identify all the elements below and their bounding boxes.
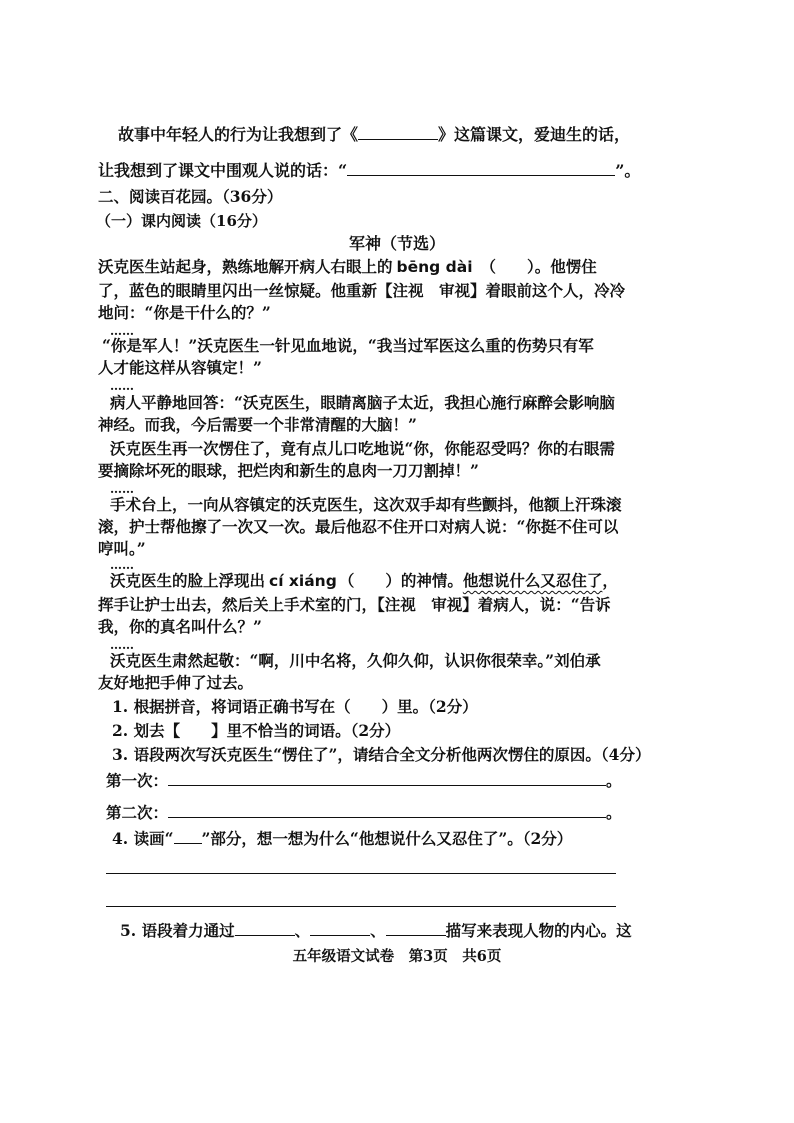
page-footer: 五年级语文试卷 第3页 共6页: [292, 948, 502, 965]
answer-blank[interactable]: [347, 161, 615, 176]
ellipsis: ……: [110, 482, 134, 496]
question-5: [120, 920, 632, 942]
second-answer-row: [106, 802, 622, 824]
passage-line: 病人平静地回答：“沃克医生，眼睛离脑子太近，我担心施行麻醉会影响脑: [110, 393, 615, 412]
intro-line-1: [118, 124, 630, 146]
question-2: 2. 划去【 】里不恰当的词语。（2分）: [112, 721, 401, 740]
separator: 、: [370, 921, 386, 940]
passage-line: 我，你的真名叫什么？”: [98, 617, 262, 636]
passage-text: （ ）的神情。: [338, 571, 463, 590]
passage-line: 了，蓝色的眼睛里闪出一丝惊疑。他重新【注视 审视】着眼前这个人，冷冷: [98, 281, 626, 300]
ellipsis: ……: [110, 638, 134, 652]
question-text: ”部分，想一想为什么“他想说什么又忍住了”。（2分）: [201, 829, 573, 848]
passage-line: 沃克医生再一次愣住了，竟有点儿口吃地说“你，你能忍受吗？你的右眼需: [110, 439, 615, 458]
passage-line: 要摘除坏死的眼球，把烂肉和新生的息肉一刀刀割掉！”: [98, 461, 479, 480]
passage-line: 地问：“你是干什么的？”: [98, 303, 271, 322]
question-text: 4. 读画“: [112, 829, 174, 848]
wavy-underlined-sentence: 他想说什么又忍住了: [462, 571, 603, 590]
question-4: [112, 828, 572, 850]
period-mark: 。: [606, 803, 622, 822]
intro-text: ”。: [615, 161, 641, 180]
first-answer-line[interactable]: [168, 771, 606, 786]
period-mark: 。: [606, 771, 622, 790]
subsection-title: （一）课内阅读（16分）: [96, 212, 267, 230]
pinyin: cí xiáng: [269, 572, 337, 590]
answer-label: 第一次：: [106, 771, 169, 790]
question-3: 3. 语段两次写沃克医生“愣住了”，请结合全文分析他两次愣住的原因。（4分）: [112, 745, 651, 764]
intro-text: 》这篇课文，爱迪生的话，: [438, 125, 631, 144]
passage-line: 沃克医生肃然起敬：“啊，川中名将，久仰久仰，认识你很荣幸。”刘伯承: [110, 651, 601, 670]
passage-line: 滚，护士帮他擦了一次又一次。最后他忍不住开口对病人说：“你挺不住可以: [98, 517, 619, 536]
answer-blank[interactable]: [358, 125, 438, 140]
passage-line: [98, 256, 597, 278]
answer-label: 第二次：: [106, 803, 169, 822]
intro-line-2: [98, 160, 640, 182]
separator: 、: [294, 921, 311, 940]
first-answer-row: [106, 770, 622, 792]
passage-text: （ ）。他愣住: [480, 257, 597, 276]
question-text: 5. 语段着力通过: [120, 921, 235, 940]
passage-line: “你是军人！”沃克医生一针见血地说，“我当过军医这么重的伤势只有军: [102, 336, 594, 355]
q4-answer-line-2[interactable]: [106, 906, 616, 907]
passage-line: 挥手让护士出去，然后关上手术室的门，【注视 审视】着病人，说：“告诉: [98, 595, 611, 614]
passage-line: 友好地把手伸了过去。: [98, 673, 254, 692]
passage-title: 军神（节选）: [348, 234, 445, 253]
passage-line: 手术台上，一向从容镇定的沃克医生，这次双手却有些颤抖，他额上汗珠滚: [110, 495, 622, 514]
passage-line: 人才能这样从容镇定！”: [98, 358, 262, 377]
passage-text: ，: [602, 571, 618, 590]
ellipsis: ……: [110, 558, 134, 572]
underline-sample: [174, 829, 202, 844]
answer-blank[interactable]: [310, 921, 370, 936]
question-text: 描写来表现人物的内心。这: [445, 921, 632, 940]
answer-blank[interactable]: [235, 921, 295, 936]
answer-blank[interactable]: [386, 921, 446, 936]
question-1: 1. 根据拼音，将词语正确书写在（ ）里。（2分）: [112, 697, 478, 716]
q4-answer-line-1[interactable]: [106, 873, 616, 874]
intro-text: 故事中年轻人的行为让我想到了《: [118, 125, 359, 144]
second-answer-line[interactable]: [168, 803, 606, 818]
passage-line: 哼叫。”: [98, 539, 146, 558]
passage-text: 沃克医生的脸上浮现出: [110, 571, 266, 590]
ellipsis: ……: [110, 324, 134, 338]
pinyin: bēng dài: [396, 258, 473, 276]
passage-line: 神经。而我，今后需要一个非常清醒的大脑！”: [98, 415, 417, 434]
section-title: 二、阅读百花园。（36分）: [98, 187, 283, 206]
passage-text: 沃克医生站起身，熟练地解开病人右眼上的: [98, 257, 393, 276]
intro-text: 让我想到了课文中围观人说的话：“: [98, 161, 348, 180]
ellipsis: ……: [110, 379, 134, 393]
passage-line: [110, 570, 618, 592]
